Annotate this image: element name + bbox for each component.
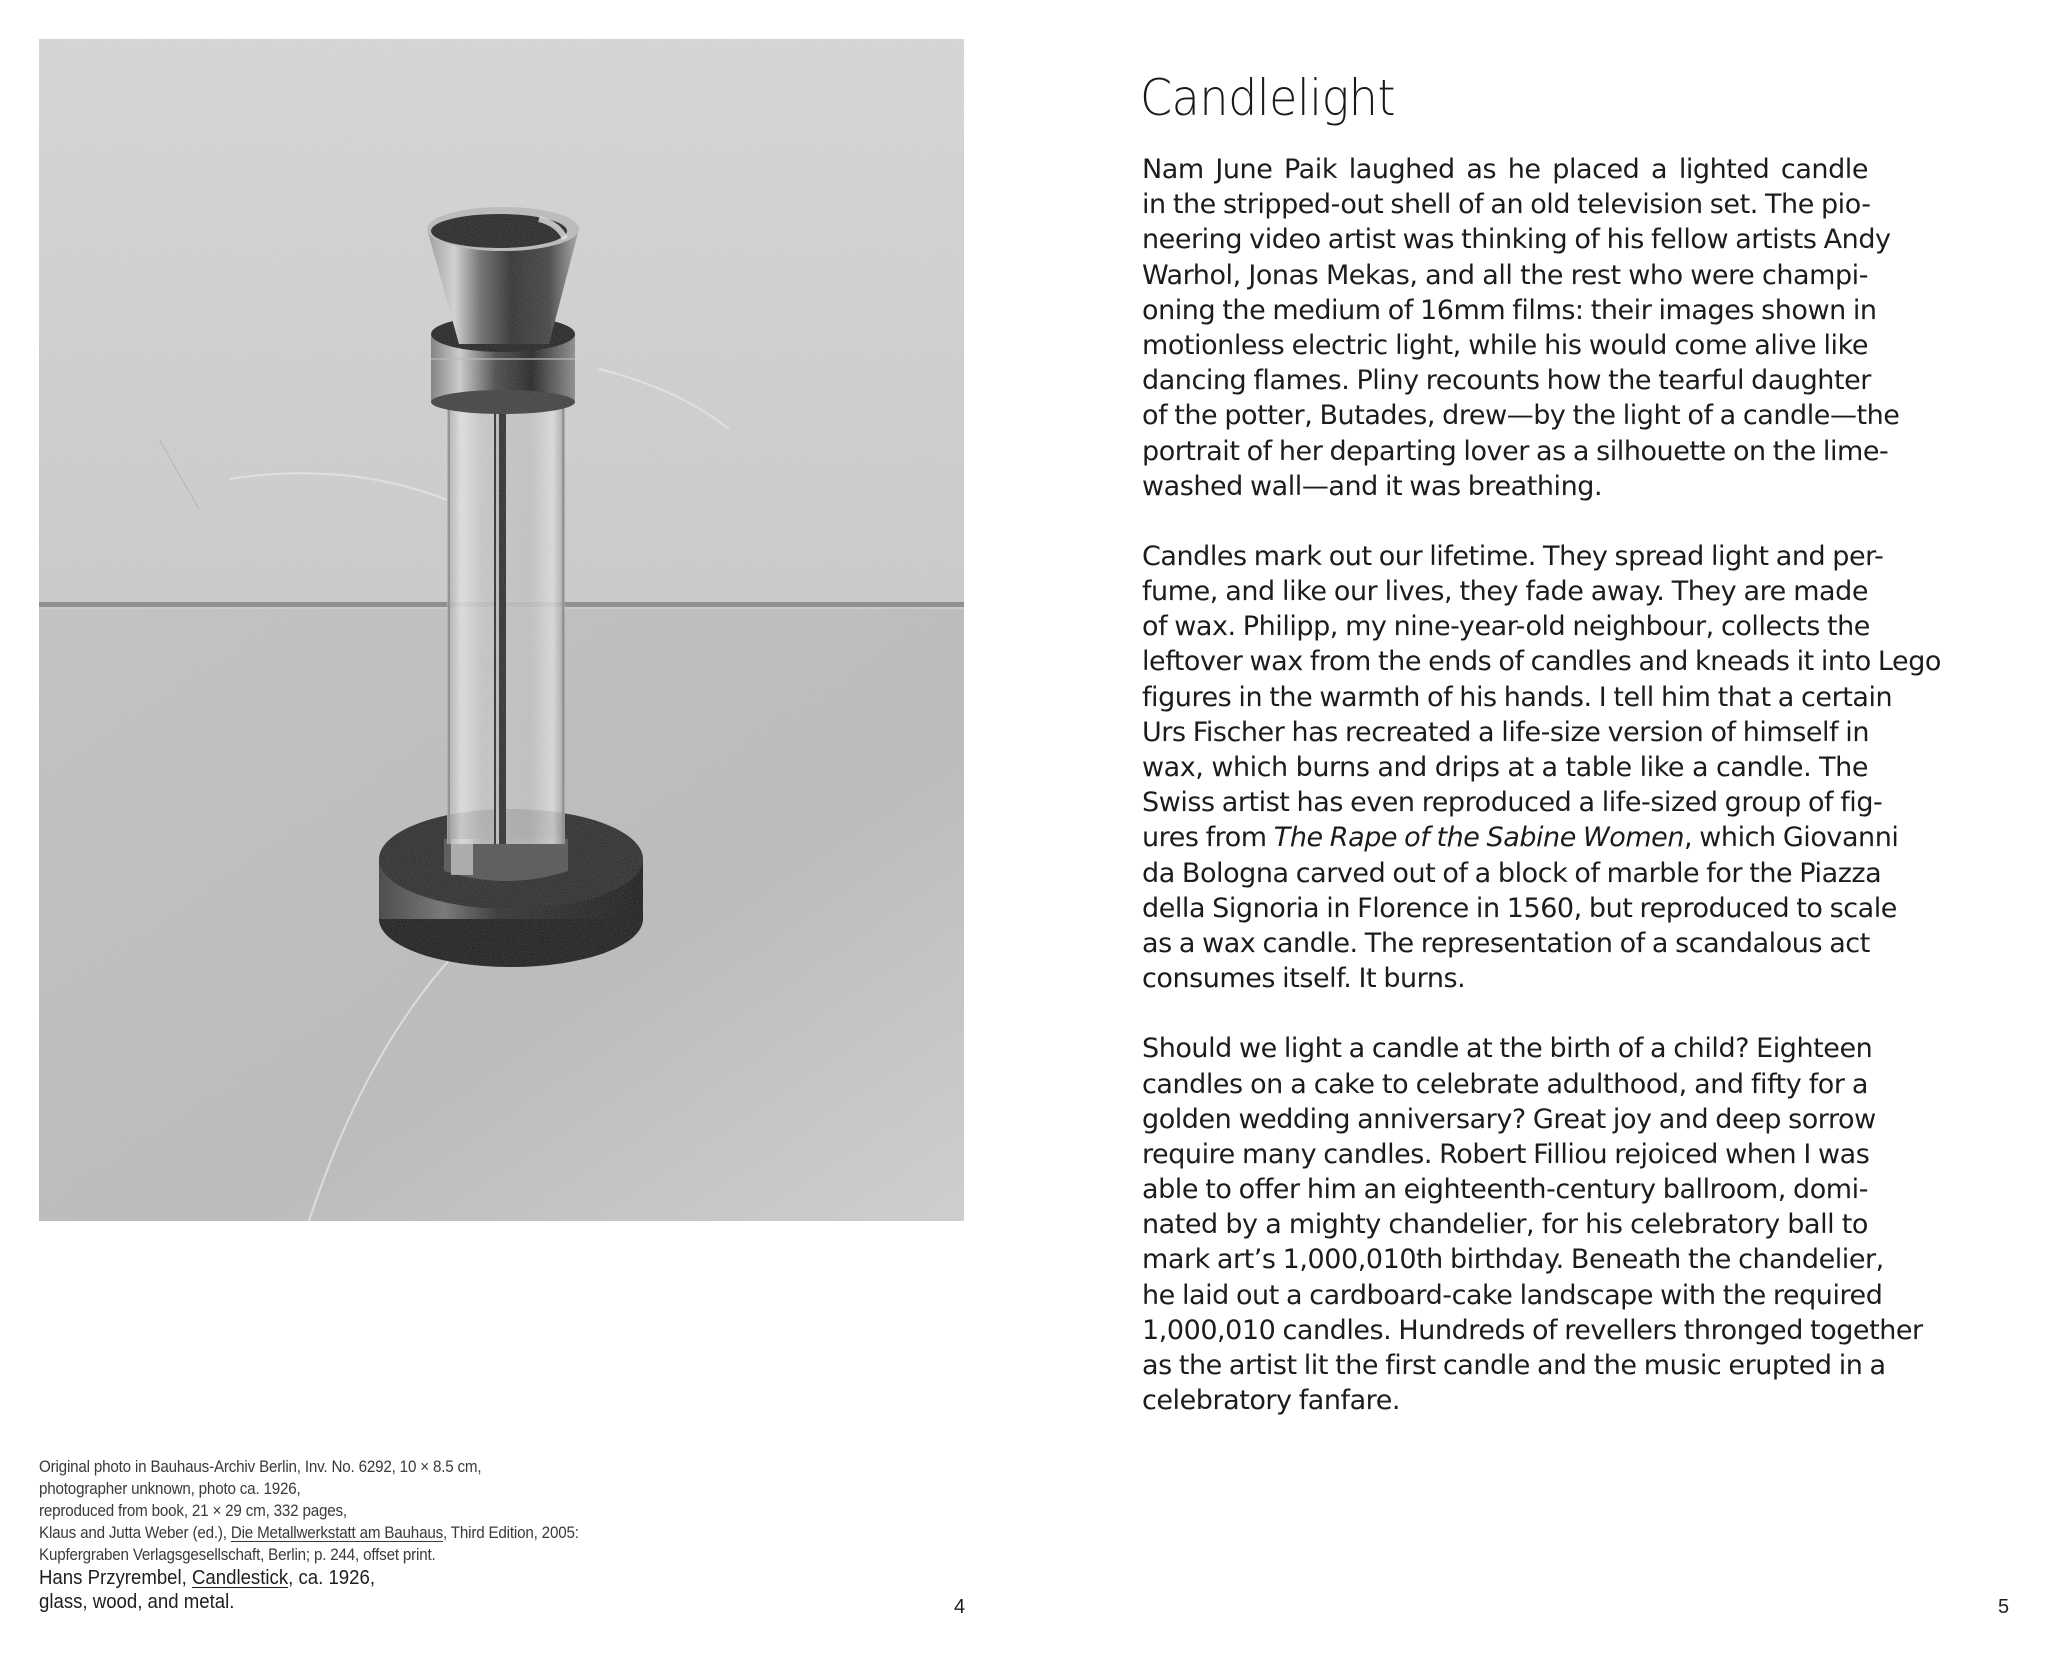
text-line: of wax. Philipp, my nine-year-old neighbour, collects the — [1142, 611, 1870, 643]
text-line: in the stripped-out shell of an old television set. The pio- — [1142, 189, 1871, 221]
caption-book-title: Die Metallwerkstatt am Bauhaus — [230, 1524, 443, 1542]
caption-date: , ca. 1926, — [288, 1567, 376, 1589]
text-line: require many candles. Robert Filliou rejoiced when I was — [1142, 1138, 1870, 1170]
page-number-left: 4 — [954, 1596, 966, 1618]
text-line: fume, and like our lives, they fade away. They are made — [1142, 576, 1868, 608]
caption-source-line: Original photo in Bauhaus-Archiv Berlin, Inv. No. 6292, 10 × 8.5 cm, — [39, 1458, 482, 1476]
text-line: Nam June Paik laughed as he placed a lighted candle — [1142, 154, 1868, 185]
text-line: dancing flames. Pliny recounts how the tearful daughter — [1142, 365, 1871, 397]
text-line: Swiss artist has even reproduced a life-sized group of fig- — [1142, 787, 1883, 819]
text-line: figures in the warmth of his hands. I tell him that a certain — [1142, 681, 1893, 713]
text-line: della Signoria in Florence in 1560, but reproduced to scale — [1142, 892, 1897, 924]
text-line: nated by a mighty chandelier, for his celebratory ball to — [1142, 1209, 1868, 1241]
photo-caption — [39, 1456, 939, 1614]
text-line: 1,000,010 candles. Hundreds of revellers thronged together — [1142, 1314, 1923, 1346]
caption-publisher-line: Kupfergraben Verlagsgesellschaft, Berlin; p. 244, offset print. — [39, 1546, 436, 1564]
caption-work-title: Candlestick — [191, 1567, 289, 1589]
paragraph-1 — [1142, 152, 1900, 504]
text-line: he laid out a cardboard-cake landscape with the required — [1142, 1279, 1883, 1311]
italic-artwork-title: The Rape of the Sabine Women — [1273, 822, 1685, 854]
text-line: oning the medium of 16mm films: their images shown in — [1142, 294, 1877, 326]
text-line: Warhol, Jonas Mekas, and all the rest who were champi- — [1142, 259, 1868, 291]
text-line-suffix: , which Giovanni — [1684, 822, 1899, 854]
article-title: Candlelight — [1140, 69, 1396, 127]
page-number-right: 5 — [1998, 1596, 2010, 1618]
text-line-with-italic-title — [1142, 820, 1899, 855]
text-line: motionless electric light, while his would come alive like — [1142, 329, 1868, 361]
caption-source-line: photographer unknown, photo ca. 1926, — [39, 1480, 301, 1498]
text-line: portrait of her departing lover as a silhouette on the lime- — [1142, 435, 1889, 467]
text-line: celebratory fanfare. — [1142, 1385, 1401, 1417]
caption-edition: , Third Edition, 2005: — [442, 1524, 579, 1542]
candlestick-photo — [39, 39, 964, 1221]
text-line: neering video artist was thinking of his fellow artists Andy — [1142, 224, 1891, 256]
text-line-prefix: ures from — [1142, 822, 1274, 854]
text-line: da Bologna carved out of a block of marble for the Piazza — [1142, 857, 1882, 889]
text-line: leftover wax from the ends of candles and kneads it into Lego — [1142, 646, 1941, 678]
text-line: Urs Fischer has recreated a life-size version of himself in — [1142, 716, 1870, 748]
text-line: candles on a cake to celebrate adulthood, and fifty for a — [1142, 1068, 1868, 1100]
paragraph-3 — [1142, 1031, 1923, 1418]
text-line: as the artist lit the first candle and the music erupted in a — [1142, 1350, 1886, 1381]
text-line: Should we light a candle at the birth of a child? Eighteen — [1142, 1033, 1873, 1065]
caption-artist: Hans Przyrembel, — [39, 1567, 192, 1589]
text-line: of the potter, Butades, drew—by the light of a candle—the — [1142, 400, 1900, 432]
text-line: wax, which burns and drips at a table like a candle. The — [1142, 752, 1868, 783]
article — [1140, 66, 1941, 1453]
caption-source-line: reproduced from book, 21 × 29 cm, 332 pages, — [39, 1502, 347, 1520]
paragraph-2 — [1142, 539, 1941, 996]
text-line: consumes itself. It burns. — [1142, 963, 1466, 995]
caption-materials-line: glass, wood, and metal. — [39, 1591, 235, 1613]
caption-editors: Klaus and Jutta Weber (ed.), — [39, 1524, 231, 1542]
text-line: washed wall—and it was breathing. — [1142, 470, 1603, 502]
text-line: able to offer him an eighteenth-century ballroom, domi- — [1142, 1174, 1868, 1206]
text-line: Candles mark out our lifetime. They spread light and per- — [1142, 540, 1884, 572]
caption-artwork-line — [39, 1566, 876, 1590]
caption-book-line — [39, 1522, 867, 1544]
text-line: mark art’s 1,000,010th birthday. Beneath the chandelier, — [1142, 1244, 1884, 1276]
text-line: as a wax candle. The representation of a scandalous act — [1142, 927, 1870, 959]
text-line: golden wedding anniversary? Great joy and deep sorrow — [1142, 1103, 1876, 1135]
